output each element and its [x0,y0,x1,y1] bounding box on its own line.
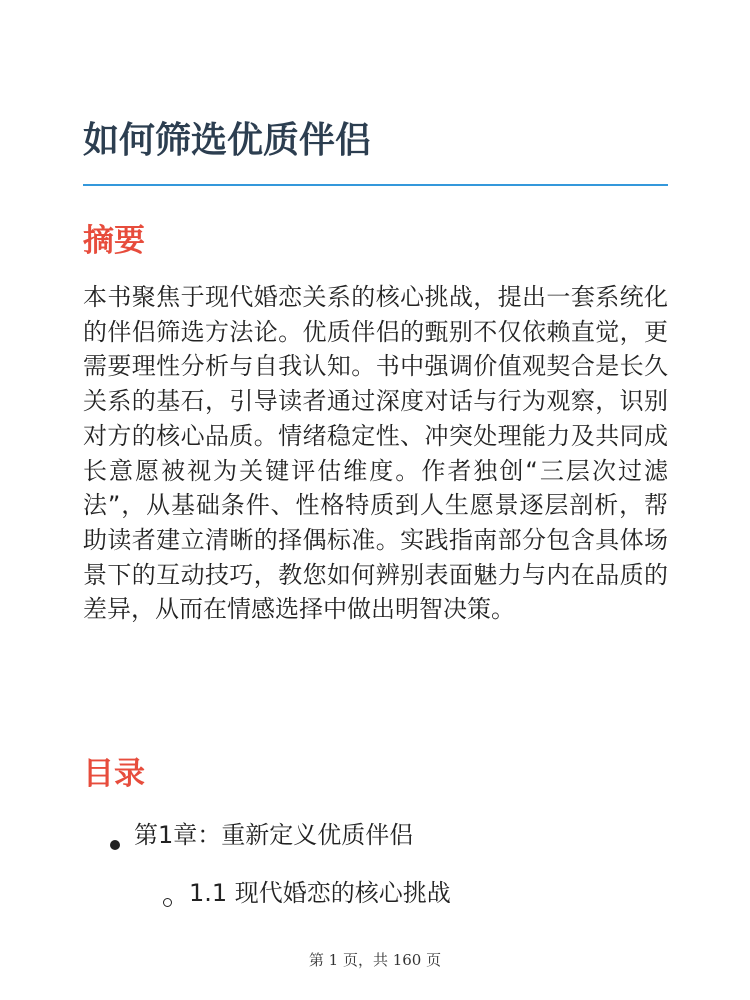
title-divider [83,184,668,186]
abstract-heading: 摘要 [83,223,145,259]
bullet-disc-icon [110,840,120,850]
abstract-paragraph: 本书聚焦于现代婚恋关系的核心挑战，提出一套系统化的伴侣筛选方法论。优质伴侣的甄别不仅依赖直觉，更需要理性分析与自我认知。书中强调价值观契合是长久关系的基石，引导读者通过深度对话与行为观察，识别对方的核心品质。情绪稳定性、冲突处理能力及共同成长意愿被视为关键评估维度。作者独创“三层次过滤法”，从基础条件、性格特质到人生愿景逐层剖析，帮助读者建立清晰的择偶标准。实践指南部分包含具体场景下的互动技巧，教您如何辨别表面魅力与内在品质的差异，从而在情感选择中做出明智决策。 [83,283,668,624]
page-title: 如何筛选优质伴侣 [83,120,372,161]
toc-heading: 目录 [83,756,145,792]
toc-item-label: 第1章：重新定义优质伴侣 [134,821,414,849]
toc-item-label: 1.1 现代婚恋的核心挑战 [189,879,451,907]
page-number-footer: 第 1 页，共 160 页 [308,951,442,969]
bullet-circle-icon [163,898,172,907]
